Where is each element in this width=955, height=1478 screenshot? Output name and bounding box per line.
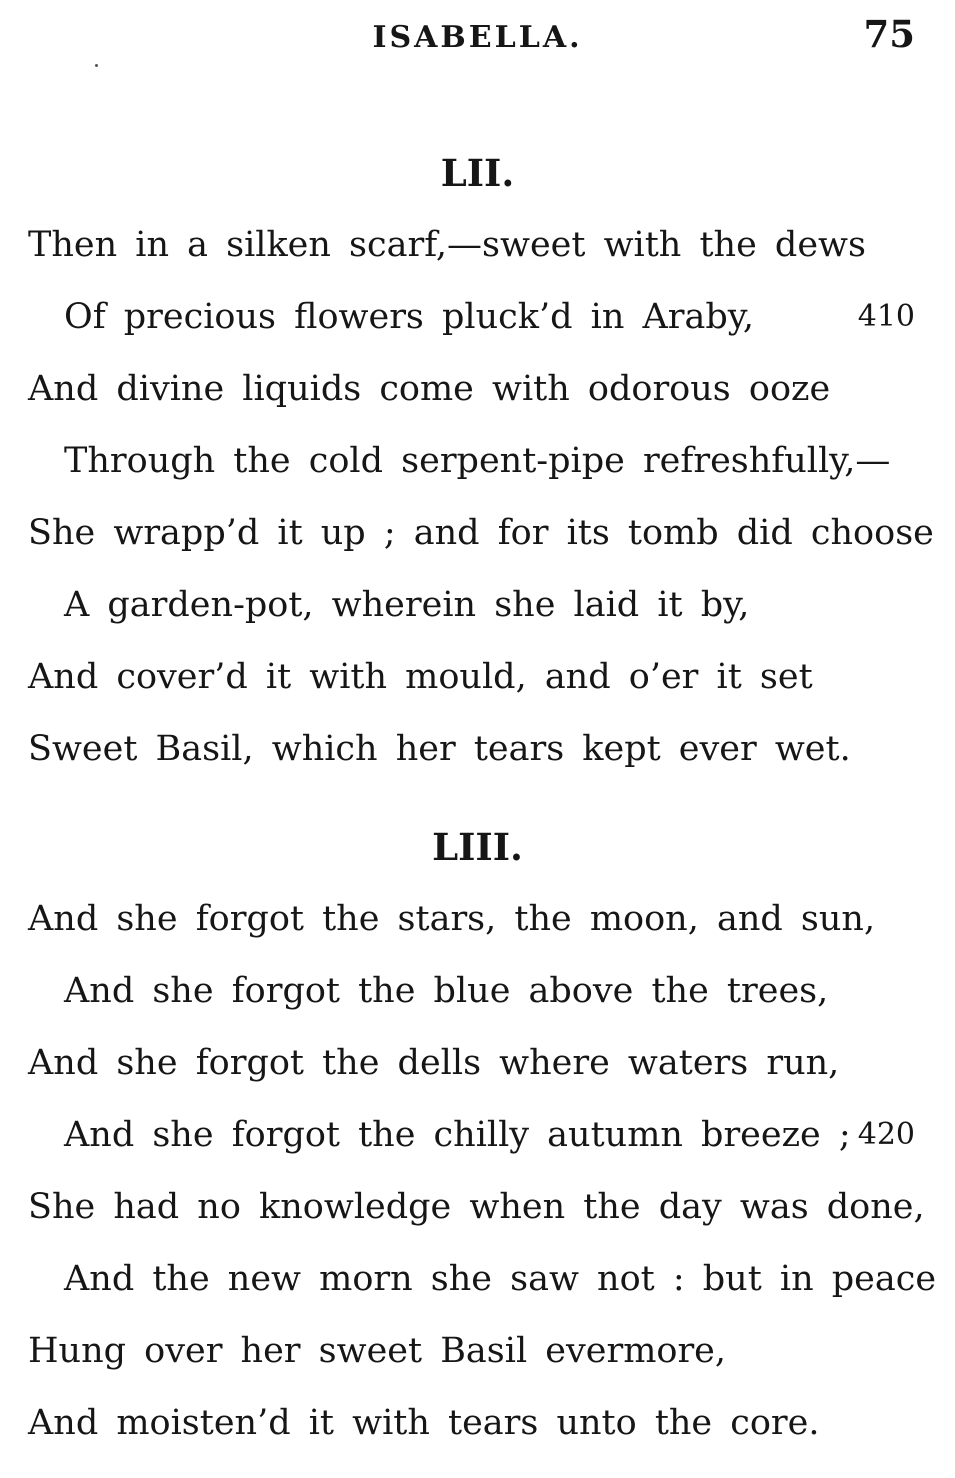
poem-line-text: And she forgot the blue above the trees, — [64, 971, 829, 1011]
poem-line-text: Through the cold serpent-pipe refreshfully,— — [64, 441, 891, 481]
poem-line — [28, 713, 955, 785]
poem-line — [28, 497, 955, 569]
poem-line-text: And the new morn she saw not : but in peace — [64, 1259, 937, 1299]
stanza-heading-lii: LII. — [440, 151, 515, 195]
running-head-title: ISABELLA. — [372, 20, 583, 55]
verse-line-number: 410 — [857, 299, 915, 334]
poem-line — [28, 1387, 955, 1459]
poem-line — [28, 883, 955, 955]
poem-line-text: And divine liquids come with odorous ooze — [28, 369, 831, 409]
page-number: 75 — [863, 12, 915, 56]
poem-line-text: And moisten’d it with tears unto the core. — [28, 1403, 820, 1443]
poem-line-text: Sweet Basil, which her tears kept ever wet. — [28, 729, 851, 769]
poem-line-text: A garden-pot, wherein she laid it by, — [64, 585, 750, 625]
poem-line — [28, 1171, 955, 1243]
poem-line-text: And she forgot the stars, the moon, and sun, — [28, 899, 876, 939]
scan-speck — [95, 64, 98, 67]
poem-line — [28, 569, 955, 641]
running-head — [0, 0, 955, 64]
poem-line-text: And cover’d it with mould, and o’er it set — [28, 657, 813, 697]
verse-line-number: 420 — [857, 1117, 915, 1152]
poem-line-text: She had no knowledge when the day was done, — [28, 1187, 925, 1227]
poem-line — [28, 281, 955, 353]
stanza-heading-liii: LIII. — [432, 825, 523, 869]
poem-line — [28, 1027, 955, 1099]
poem-line — [28, 1243, 955, 1315]
poem-body — [0, 137, 955, 1459]
poem-line-text: And she forgot the dells where waters run, — [28, 1043, 840, 1083]
poem-line — [28, 641, 955, 713]
poem-line — [28, 353, 955, 425]
poem-line-text: She wrapp’d it up ; and for its tomb did choose — [28, 513, 934, 553]
poem-line-text: And she forgot the chilly autumn breeze ; — [64, 1115, 851, 1155]
poem-line — [28, 425, 955, 497]
poem-line-text: Of precious flowers pluck’d in Araby, — [64, 297, 755, 337]
poem-line-text: Then in a silken scarf,—sweet with the dews — [28, 225, 866, 265]
poem-line — [28, 1315, 955, 1387]
poem-line — [28, 1099, 955, 1171]
poem-line — [28, 209, 955, 281]
poem-line-text: Hung over her sweet Basil evermore, — [28, 1331, 727, 1371]
poem-line — [28, 955, 955, 1027]
